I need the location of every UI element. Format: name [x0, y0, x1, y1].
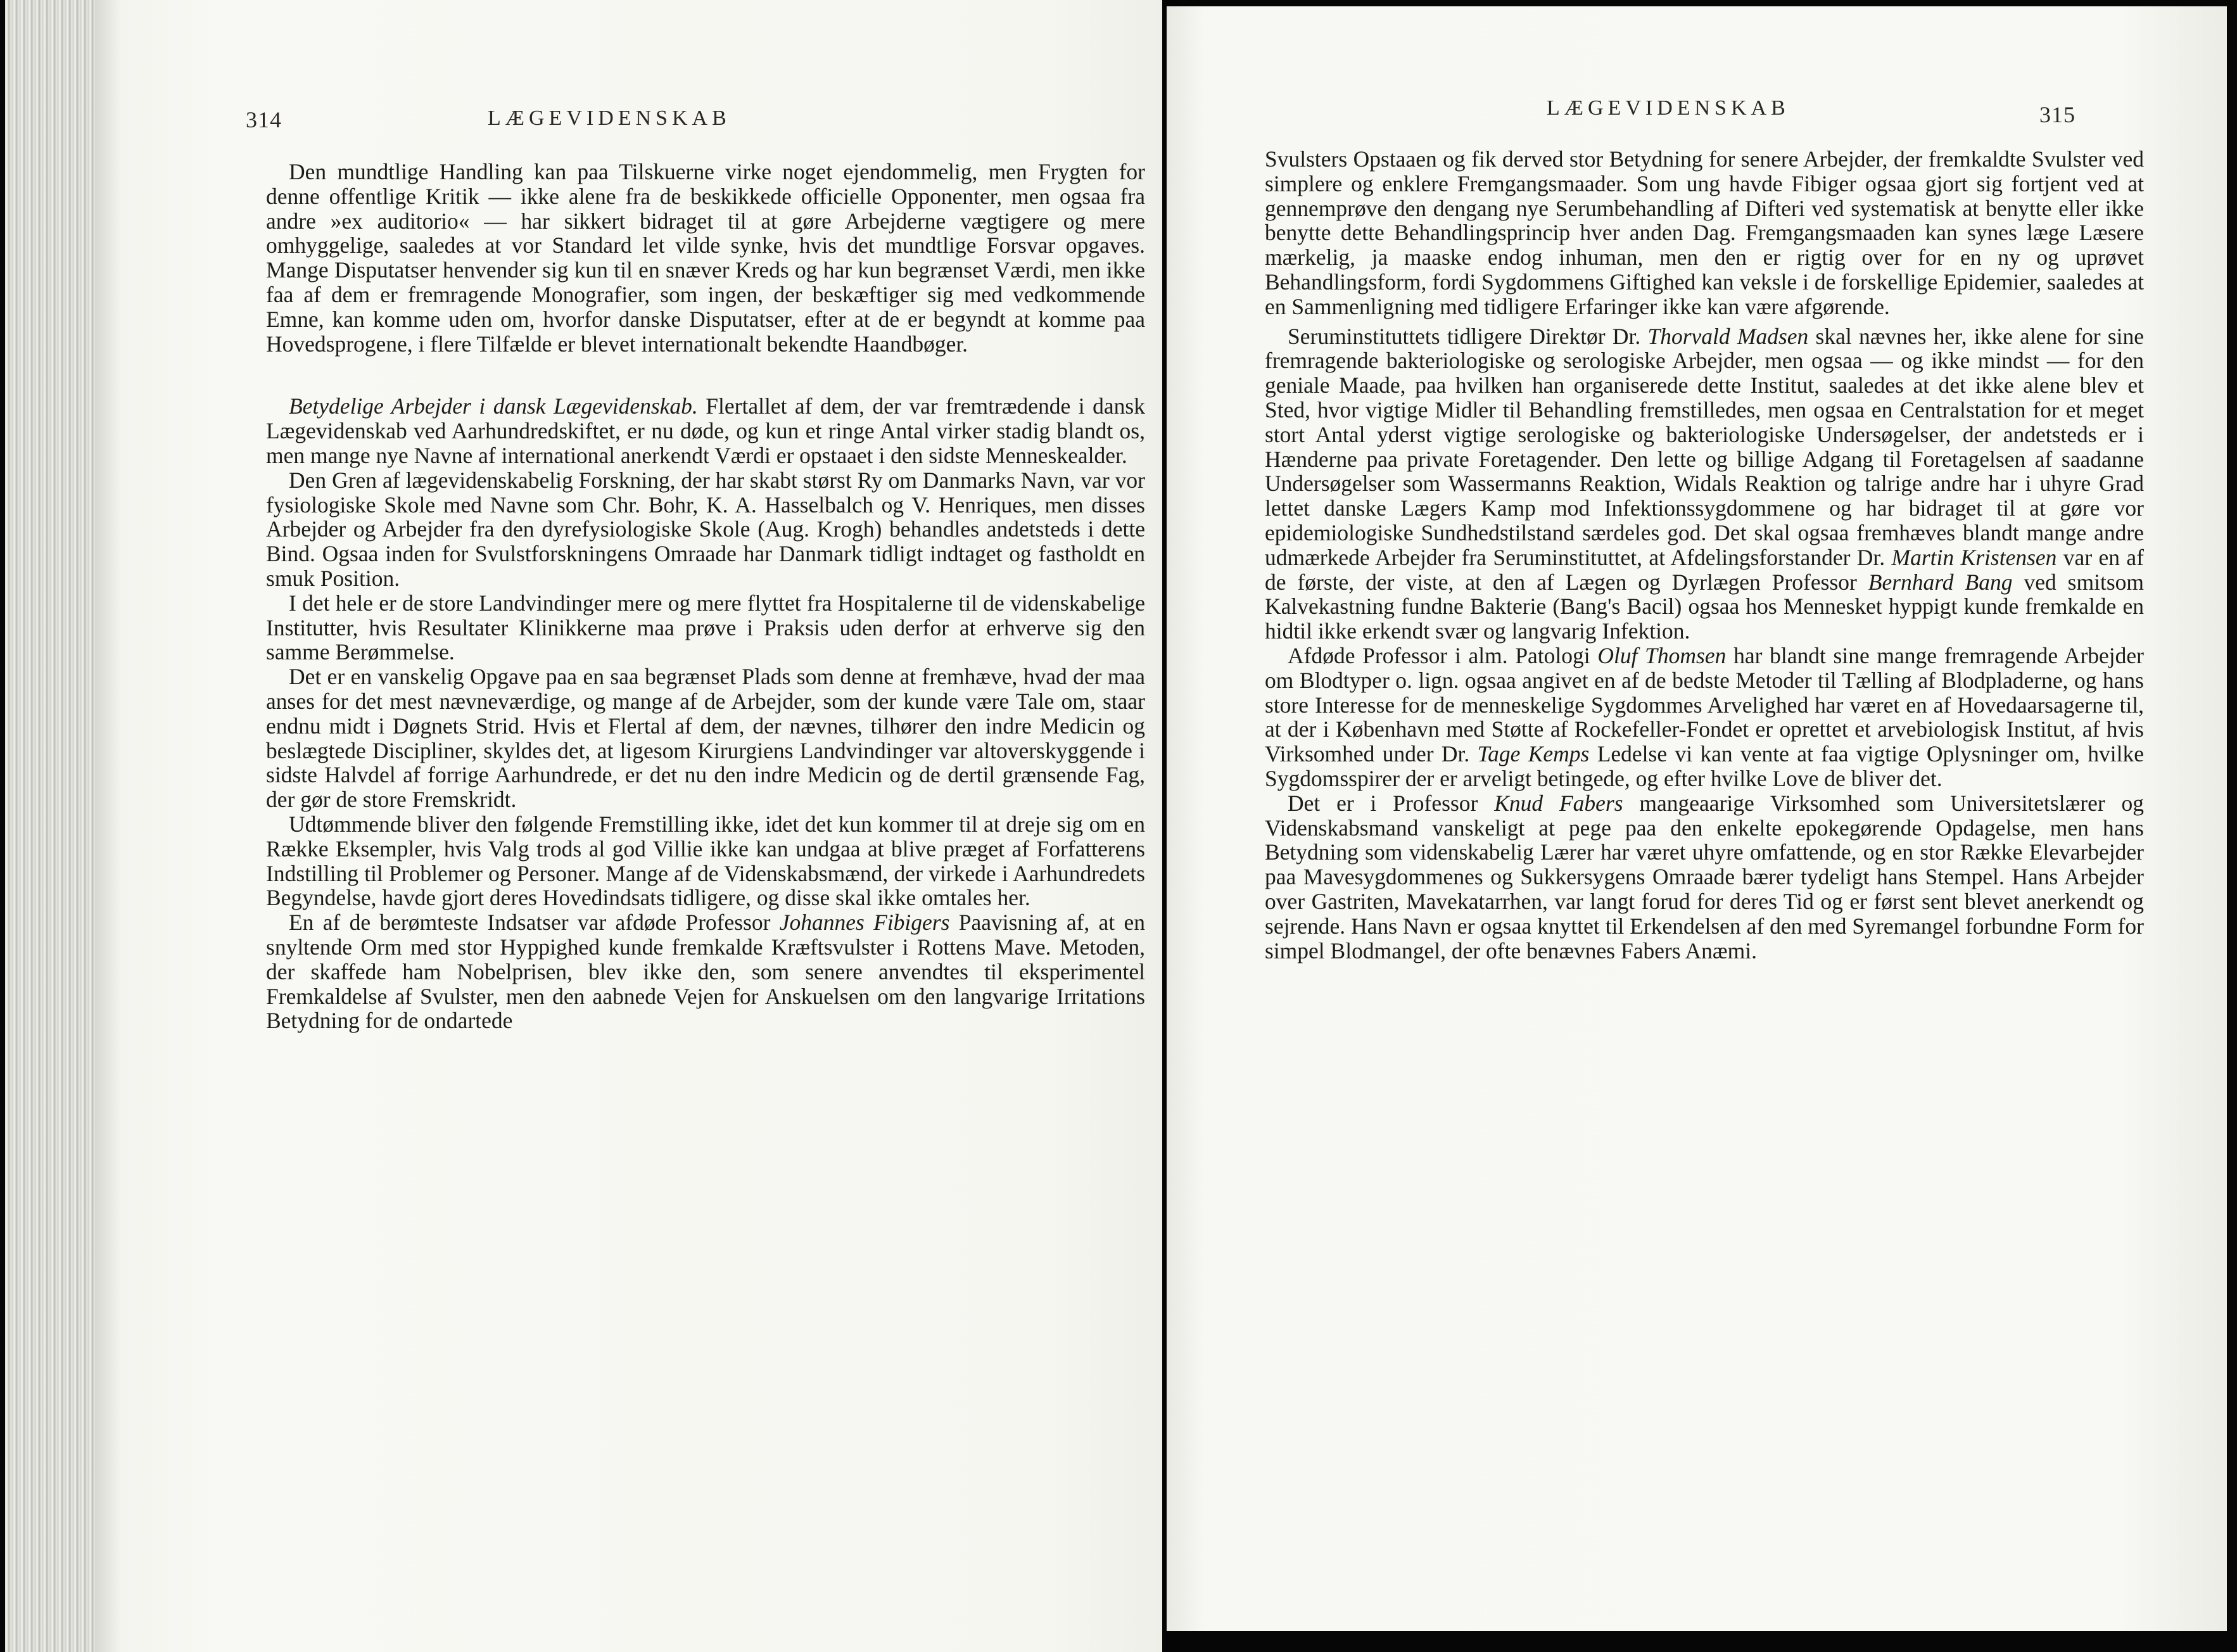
right-page [1167, 6, 2227, 1631]
page-number: 314 [246, 107, 282, 132]
paragraph: Det er en vanskelig Opgave paa en saa begrænset Plads som denne at fremhæve, hvad der maa anses for det mest nævneværdige, og mange af de Arbejder, som der kunde være Tale om, staar endnu midt i Døgnets Strid. Hvis et Flertal af dem, der nævnes, tilhører den indre Medicin og beslægtede Discipliner, skyldes det, at ligesom Kirurgiens Landvindinger var altoverskyggende i sidste Halvdel af forrige Aarhundrede, er det nu den indre Medicin og de dertil grænsende Fag, der gør de store Fremskridt. [266, 664, 1145, 813]
book-page-edges [5, 0, 100, 1652]
paragraph: Seruminstituttets tidligere Direktør Dr. Thorvald Madsen skal nævnes her, ikke alene for sine fremragende bakteriologiske og serologiske Arbejder, men ogsaa — og ikke mindst — for den geniale Maade, paa hvilken han organiserede dette Institut, saaledes at det ikke alene blev et Sted, hvor vigtige Midler til Behandling fremstilledes, men ogsaa en Centralstation for et meget stort Antal yderst vigtige serologiske og bakteriologiske Undersøgelser, der andetsteds er i Hænderne paa private Foretagender. Den lette og billige Adgang til Foretagelsen af saadanne Undersøgelser som Wassermanns Reaktion, Widals Reaktion og talrige andre har i uhyre Grad lettet danske Lægers Kamp mod Infektionssygdommene og har bidraget til at gøre vor epidemiologiske Sundhedstilstand særdeles god. Det skal ogsaa fremhæves blandt mange andre udmærkede Arbejder fra Seruminstituttet, at Afdelingsforstander Dr. Martin Kristensen var en af de første, der viste, at den af Lægen og Dyrlægen Professor Bernhard Bang ved smitsom Kalvekastning fundne Bakterie (Bang's Bacil) ogsaa hos Mennesket hyppigt kunde fremkalde en hidtil ikke erkendt svær og langvarig Infektion. [1265, 323, 2144, 644]
paragraph: Udtømmende bliver den følgende Fremstilling ikke, idet det kun kommer til at dreje sig om en Række Eksempler, hvis Valg trods al god Villie ikke kan undgaa at blive præget af Forfatterens Indstilling til Problemer og Personer. Mange af de Videnskabsmænd, der virkede i Aarhundredets Begyndelse, havde gjort deres Hovedindsats tidligere, og disse skal ikke omtales her. [266, 811, 1145, 911]
running-head: LÆGEVIDENSKAB [1547, 96, 1790, 120]
paragraph: I det hele er de store Landvindinger mere og mere flyttet fra Hospitalerne til de videnskabelige Institutter, hvis Resultater Klinikkerne maa prøve i Praksis uden derfor at erhverve sig den samme Berømmelse. [266, 590, 1145, 665]
paragraph: Den mundtlige Handling kan paa Tilskuerne virke noget ejendommelig, men Frygten for denne offentlige Kritik — ikke alene fra de beskikkede officielle Opponenter, men ogsaa fra andre »ex auditorio« — har sikkert bidraget til at gøre Arbejderne vægtigere og mere omhyggelige, saaledes at vor Standard let vilde synke, hvis det mundtlige Forsvar opgaves. Mange Disputatser henvender sig kun til en snæver Kreds og har kun begrænset Værdi, men ikke faa af dem er fremragende Monografier, som ingen, der beskæftiger sig med vedkommende Emne, kan komme uden om, hvorfor danske Disputatser, efter at de er begyndt at komme paa Hovedsprogene, i flere Tilfælde er blevet internationalt bekendte Haandbøger. [266, 159, 1145, 357]
paragraph: Det er i Professor Knud Fabers mangeaarige Virksomhed som Universitetslærer og Videnskabsmand vanskeligt at pege paa den enkelte epokegørende Opdagelse, men hans Betydning som videnskabelig Lærer har været uhyre omfattende, og en stor Række Elevarbejder paa Mavesygdommenes og Sukkersygens Omraade bærer tydeligt hans Stempel. Hans Arbejder over Gastriten, Mavekatarrhen, var langt forud for deres Tid og er først sent blevet anerkendt og sejrende. Hans Navn er ogsaa knyttet til Erkendelsen af den med Syremangel forbundne Form for simpel Blodmangel, der ofte benævnes Fabers Anæmi. [1265, 790, 2145, 963]
left-page-body [266, 160, 1145, 1033]
running-head: LÆGEVIDENSKAB [488, 106, 731, 130]
paragraph: Den Gren af lægevidenskabelig Forskning, der har skabt størst Ry om Danmarks Navn, var vor fysiologiske Skole med Navne som Chr. Bohr, K. A. Hasselbalch og V. Henriques, men disses Arbejder og Arbejder fra den dyrefysiologiske Skole (Aug. Krogh) behandles andetsteds i dette Bind. Ogsaa inden for Svulstforskningens Omraade har Danmark tidligt indtaget og fastholdt en smuk Position. [266, 467, 1145, 591]
paragraph: Afdøde Professor i alm. Patologi Oluf Thomsen har blandt sine mange fremragende Arbejder om Blodtyper o. lign. ogsaa angivet en af de bedste Metoder til Tælling af Blodpladerne, og hans store Interesse for de menneskelige Sygdommes Arvelighed har været en af Hovedaarsagerne til, at der i København med Støtte af Rockefeller-Fondet er oprettet et arvebiologisk Institut, af hvis Virksomhed under Dr. Tage Kemps Ledelse vi kan vente at faa vigtige Oplysninger om, hvilke Sygdomsspirer der er arveligt betingede, og efter hvilke Love de bliver det. [1265, 642, 2144, 791]
paragraph: Betydelige Arbejder i dansk Lægevidenskab. Flertallet af dem, der var fremtrædende i dansk Lægevidenskab ved Aarhundredskiftet, er nu døde, og kun et ringe Antal virker stadig blandt os, men mange nye Navne af international anerkendt Værdi er opstaaet i den sidste Menneskealder. [266, 393, 1145, 468]
paragraph: En af de berømteste Indsatser var afdøde Professor Johannes Fibigers Paavisning af, at en snyltende Orm med stor Hyppighed kunde fremkalde Kræftsvulster i Rottens Mave. Metoden, der skaffede ham Nobelprisen, blev ikke den, som senere anvendtes til eksperimentel Fremkaldelse af Svulster, men den aabnede Vejen for Anskuelsen om den langvarige Irritations Betydning for de ondartede [266, 910, 1145, 1034]
left-page [95, 0, 1162, 1652]
right-page-body [1265, 147, 2144, 963]
paragraph: Svulsters Opstaaen og fik derved stor Betydning for senere Arbejder, der fremkaldte Svulster ved simplere og enklere Fremgangsmaader. Som ung havde Fibiger ogsaa gjort sig fortjent ved at gennemprøve den dengang nye Serumbehandling af Difteri ved systematisk at benytte eller ikke benytte dette Behandlingsprincip hver anden Dag. Fremgangsmaaden kan synes læge Læsere mærkelig, ja maaske endog inhuman, men den er rigtig over for en ny og uprøvet Behandlingsform, fordi Sygdommens Giftighed kan veksle i de forskellige Epidemier, saaledes at en Sammenligning med tidligere Erfaringer ikke kan være afgørende. [1265, 146, 2144, 319]
page-number: 315 [2039, 102, 2075, 127]
section-heading: Betydelige Arbejder i dansk Lægevidenskab. [289, 393, 698, 419]
